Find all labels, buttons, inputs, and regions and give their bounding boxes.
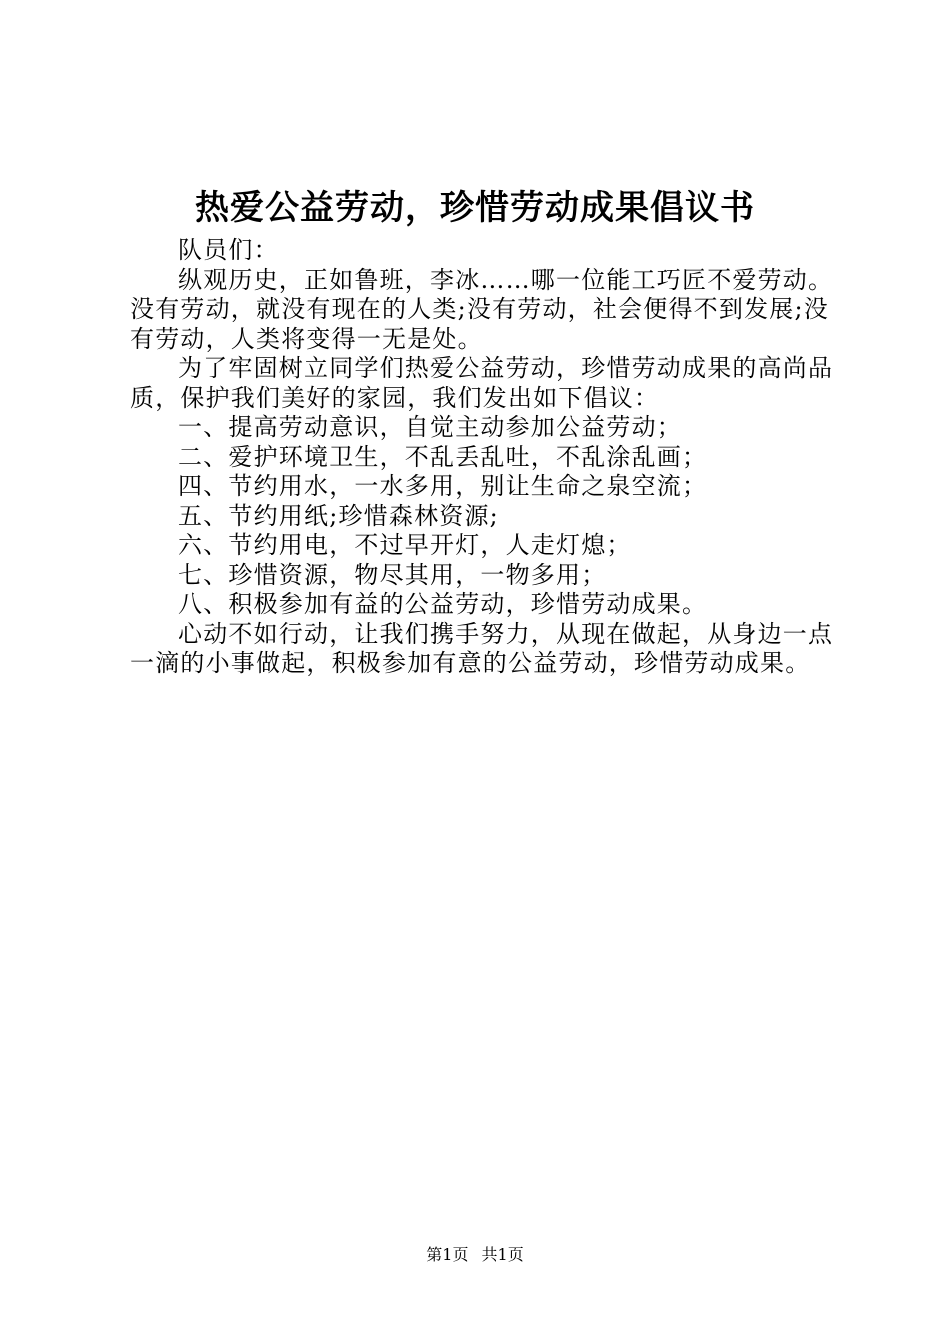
- document-body: [130, 236, 842, 679]
- page-footer: [0, 1244, 950, 1266]
- document-title: 热爱公益劳动，珍惜劳动成果倡议书: [195, 188, 755, 228]
- initiative-item: 二、爱护环境卫生，不乱丢乱吐，不乱涂乱画；: [178, 442, 708, 471]
- initiative-item: 一、提高劳动意识，自觉主动参加公益劳动；: [178, 413, 682, 441]
- page-total: 共1页: [481, 1245, 524, 1264]
- page-number: 第1页: [426, 1245, 469, 1264]
- initiative-item: 四、节约用水，一水多用，别让生命之泉空流；: [178, 472, 708, 500]
- paragraph-history: 纵观历史，正如鲁班，李冰……哪一位能工巧匠不爱劳动。没有劳动，就没有现在的人类;没有劳动，社会便得不到发展;没有劳动，人类将变得一无是处。: [130, 265, 834, 353]
- initiative-item: 八、积极参加有益的公益劳动，珍惜劳动成果。: [178, 590, 708, 618]
- initiative-item: 七、珍惜资源，物尽其用，一物多用；: [178, 560, 607, 589]
- closing-paragraph: 心动不如行动，让我们携手努力，从现在做起，从身边一点一滴的小事做起，积极参加有意的公益劳动，珍惜劳动成果。: [130, 619, 834, 677]
- salutation: 队员们：: [178, 236, 279, 264]
- paragraph-initiative-intro: 为了牢固树立同学们热爱公益劳动，珍惜劳动成果的高尚品质，保护我们美好的家园，我们发出如下倡议：: [130, 354, 834, 412]
- initiative-item: 六、节约用电，不过早开灯，人走灯熄；: [178, 531, 632, 559]
- initiative-item: 五、节约用纸;珍惜森林资源;: [178, 501, 499, 530]
